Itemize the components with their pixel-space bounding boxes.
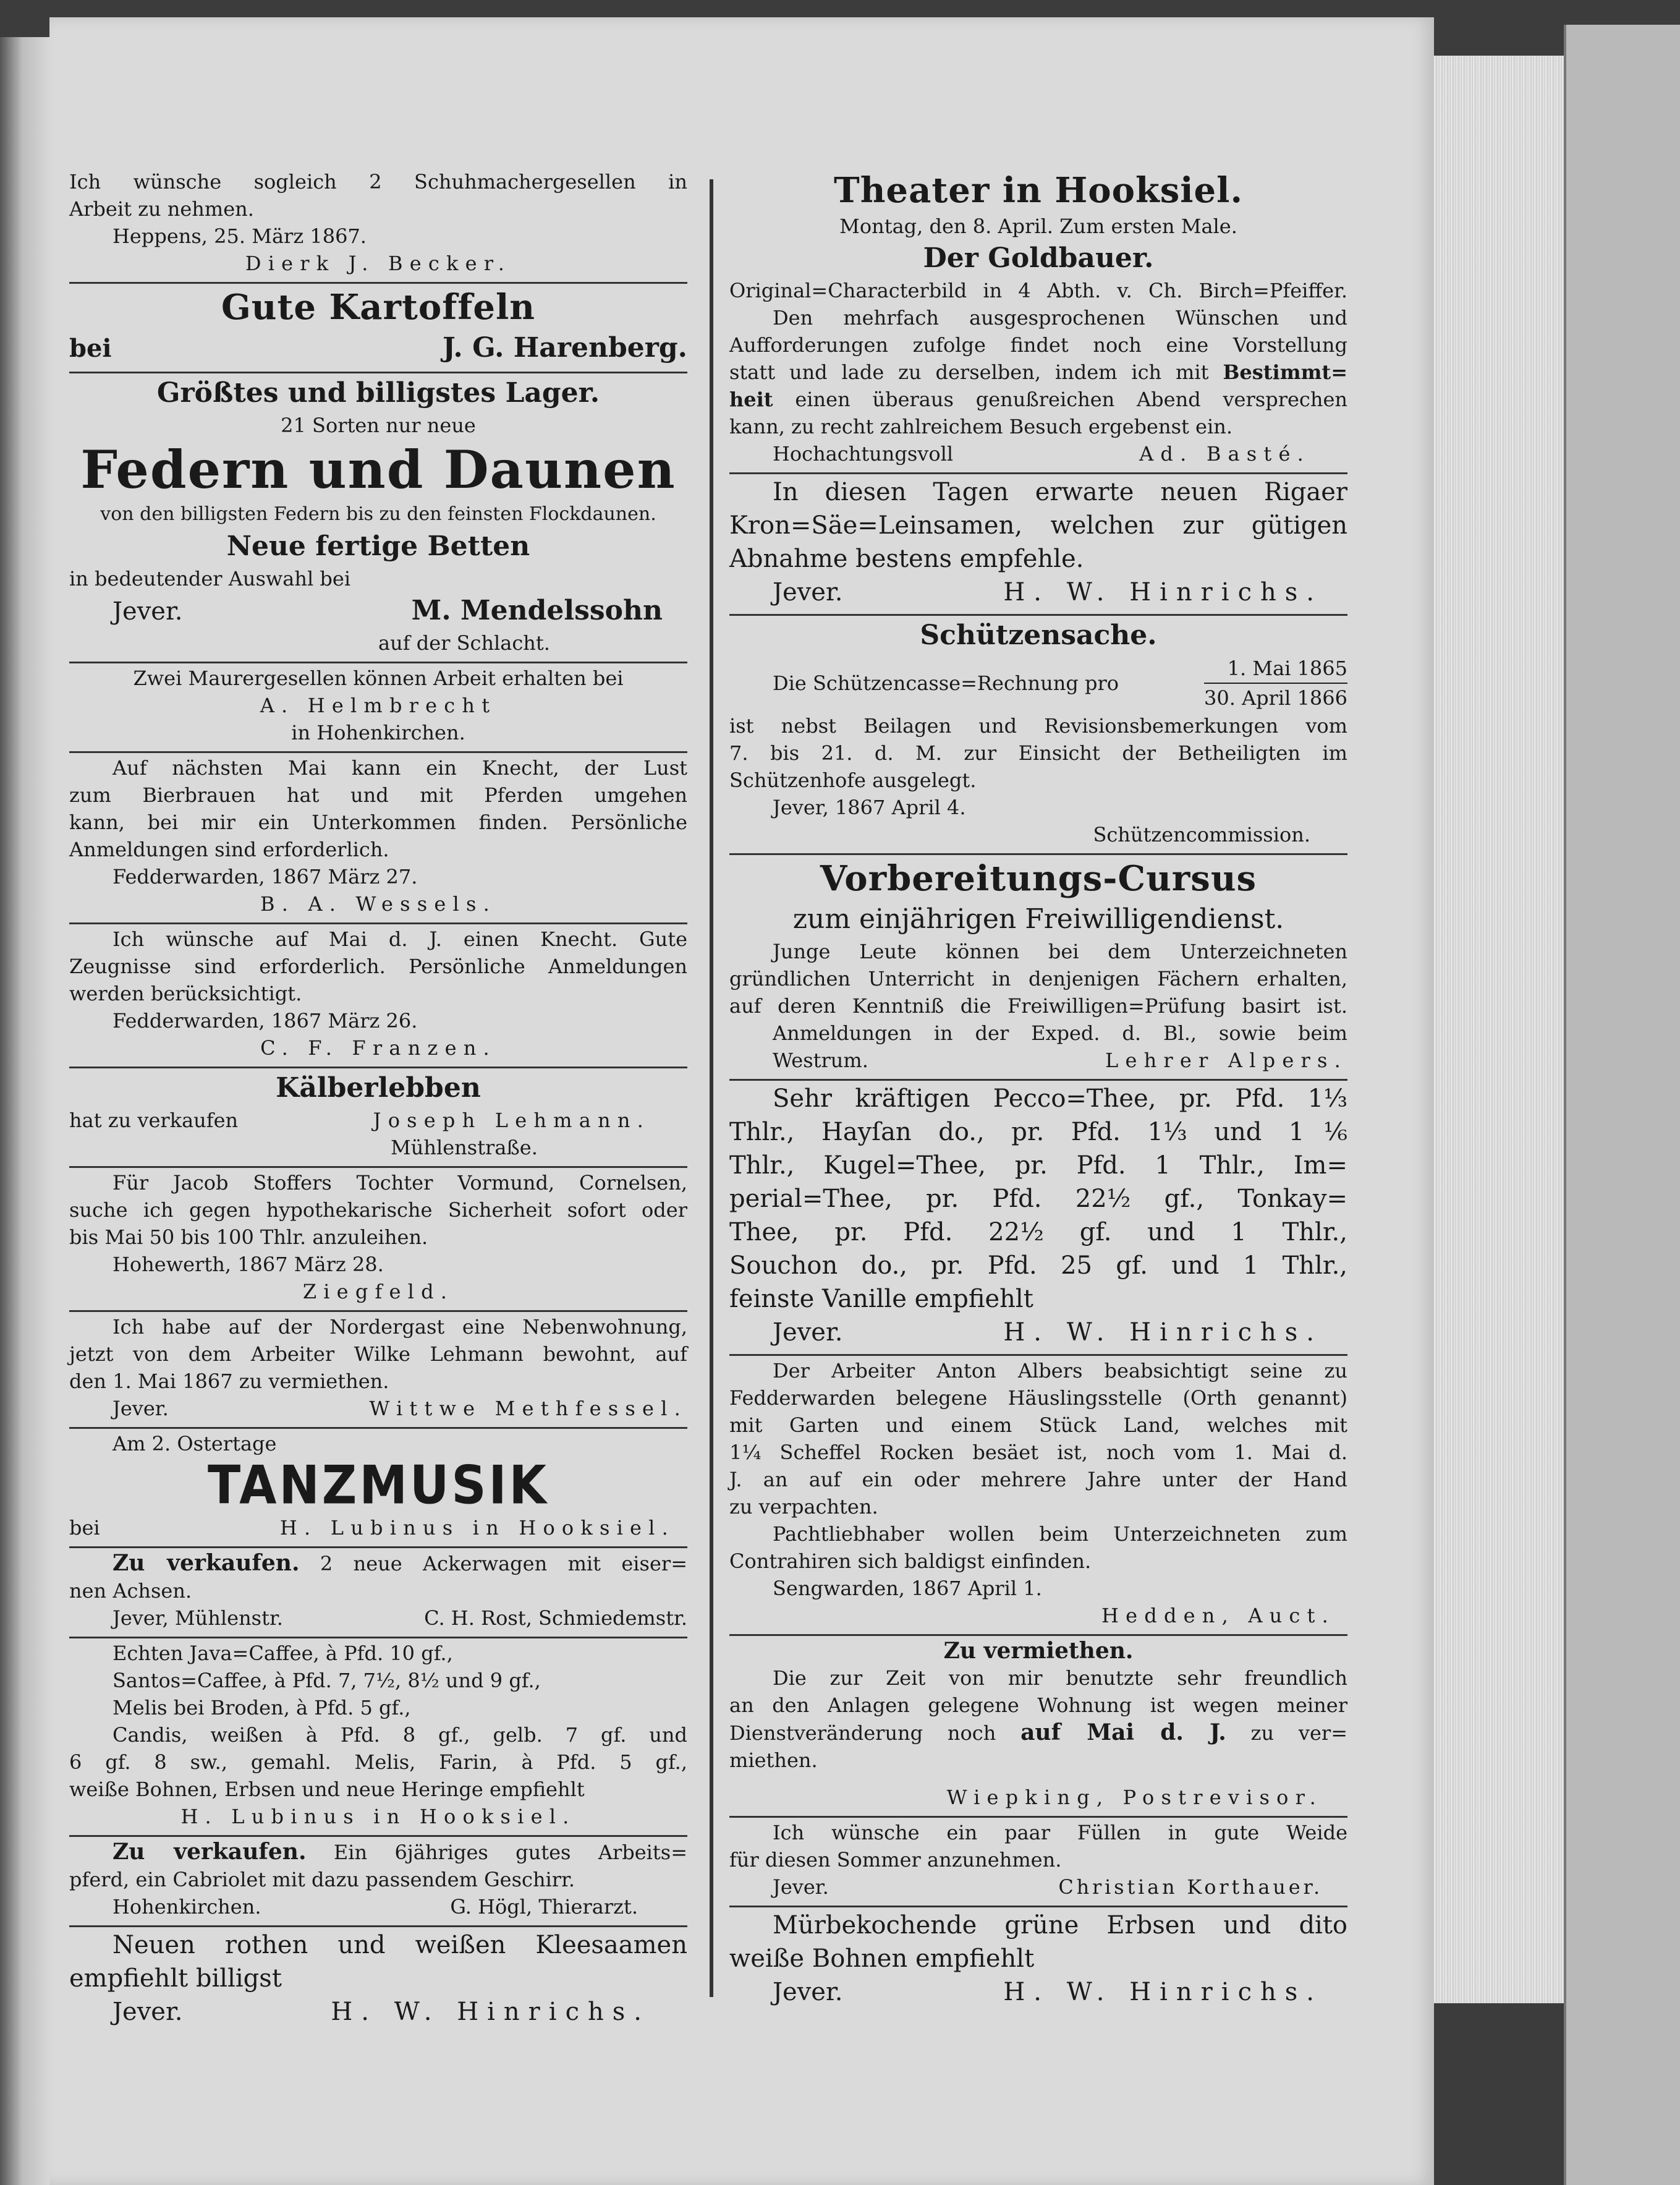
ad-signature: H. W. Hinrichs. [1003,578,1323,607]
ad-signature: Ziegfeld. [302,1280,454,1303]
ad-place-date: Sengwarden, 1867 April 1. [773,1577,1042,1600]
ad-heading: Zu verkaufen. [112,1839,307,1865]
ad-text: Ein 6jähriges gutes Arbeits= [333,1841,688,1864]
book-page-edges [1434,56,1564,2003]
ad-place: Jever. [112,1998,183,2026]
ad-text: J. an auf ein oder mehrere Jahre unter der Hand [729,1468,1347,1491]
book-cover-board [1564,25,1680,2185]
ad-signature: H. Lubinus in Hooksiel. [180,1805,576,1828]
ad-place: Jever. [773,1978,843,2006]
ad-place: Jever. [112,597,183,626]
ad-haeuslingsstelle [729,1356,1347,1636]
ad-knecht-bierbrauen [69,753,687,924]
ad-title: Zu vermiethen. [943,1638,1134,1664]
ad-text: 2 neue Ackerwagen mit eiser= [320,1552,687,1575]
ad-text: an den Anlagen gelegene Wohnung ist wegen meiner [729,1693,1347,1717]
ad-place: in Hohenkirchen. [291,721,465,744]
ad-place-date: Fedderwarden, 1867 März 26. [112,1009,418,1033]
ad-place: Hohenkirchen. [112,1895,261,1919]
ad-signature: G. Högl, Thierarzt. [450,1895,638,1919]
ad-text: weiße Bohnen, Erbsen und neue Heringe empfiehlt [69,1778,585,1801]
ad-text: feinste Vanille empfiehlt [729,1285,1033,1313]
accounting-period [1204,654,1347,712]
ad-text: Thlr., Kugel=Thee, pr. Pfd. 1 Thlr., Im= [729,1151,1347,1180]
ad-zu-vermiethen [729,1636,1347,1818]
ad-text: 21 Sorten nur neue [281,414,476,437]
ad-text: bis Mai 50 bis 100 Thlr. anzuleihen. [69,1225,428,1249]
ad-place: Jever. [112,1397,169,1420]
ad-tanzmusik [69,1429,687,1548]
ad-text: bei [69,334,112,363]
ad-vorbereitungscursus [729,855,1347,1081]
ad-text: von den billigsten Federn bis zu den feinsten Flockdaunen. [100,503,656,525]
ad-place-date: Hohewerth, 1867 März 28. [112,1253,384,1276]
ad-signature: A. Helmbrecht [260,694,497,717]
ad-text: Echten Java=Caffee, à Pfd. 10 gf., [112,1642,453,1665]
ad-schuhmacher [69,167,687,284]
adjacent-page-edge [0,37,49,2185]
ad-text: ist nebst Beilagen und Revisionsbemerkungen vom [729,714,1347,738]
ad-text: Anmeldungen in der Exped. d. Bl., sowie beim [773,1021,1347,1045]
ad-text: suche ich gegen hypothekarische Sicherheit sofort oder [69,1198,687,1222]
ad-kleesaamen [69,1927,687,2034]
ad-text: Candis, weißen à Pfd. 8 gf., gelb. 7 gf. und [112,1723,687,1747]
ad-text: hat zu verkaufen [69,1109,239,1132]
ad-title: Theater in Hooksiel. [834,170,1243,211]
ad-signature: B. A. Wessels. [260,892,496,916]
ad-signature: Lehrer Alpers. [1105,1049,1347,1072]
ad-vormund [69,1168,687,1312]
period-end: 30. April 1866 [1203,686,1347,710]
ad-signature: Dierk J. Becker. [245,252,512,275]
ad-place: Westrum. [773,1049,868,1072]
ad-place: Jever. [773,1875,829,1899]
ad-text: Fedderwarden belegene Häuslingsstelle (Orth genannt) [729,1386,1347,1410]
ad-place-date: Jever, 1867 April 4. [773,796,966,819]
ad-text: zum Bierbrauen hat und mit Pferden umgehen [69,783,687,807]
ad-text: Auf nächsten Mai kann ein Knecht, der Lust [112,756,687,780]
ad-text: einen überaus genußreichen Abend versprechen [795,388,1348,411]
ad-text: jetzt von dem Arbeiter Wilke Lehmann bewohnt, auf [69,1342,687,1366]
ad-text: zu ver= [1250,1721,1348,1745]
ad-knecht-zeugnisse [69,924,687,1068]
ad-signature: Joseph Lehmann. [373,1109,650,1132]
ad-text: Junge Leute können bei dem Unterzeichneten [773,940,1347,963]
ad-theater [729,167,1347,474]
right-column [729,167,1347,2014]
ad-text: statt und lade zu derselben, indem ich mit [729,360,1209,384]
ad-signature: Hedden, Auct. [1101,1604,1335,1627]
ad-text: perial=Thee, pr. Pfd. 22½ gf., Tonkay= [729,1185,1347,1213]
ad-place: Jever. [773,578,843,607]
ad-text: Mürbekochende grüne Erbsen und dito [773,1911,1347,1940]
ad-title: Der Goldbauer. [923,242,1154,274]
ad-federn [69,373,687,663]
ad-text: miethen. [729,1748,818,1772]
ad-place-date: Heppens, 25. März 1867. [112,224,367,248]
ad-text: mit Garten und einem Stück Land, welches mit [729,1413,1347,1437]
ad-text: Am 2. Ostertage [112,1432,277,1455]
ad-text: Anmeldungen sind erforderlich. [69,838,389,861]
ad-title: Gute Kartoffeln [221,287,535,328]
ad-greeting: Hochachtungsvoll [773,442,954,466]
column-divider [710,179,713,1997]
ad-text: weiße Bohnen empfiehlt [729,1944,1035,1973]
ad-text: Ich habe auf der Nordergast eine Nebenwohnung, [112,1315,687,1339]
ad-title: Neue fertige Betten [226,530,530,562]
ad-text: Die Schützencasse=Rechnung pro [773,671,1119,695]
ad-text: Zeugnisse sind erforderlich. Persönliche Anmeldungen [69,955,687,978]
ad-signature: H. W. Hinrichs. [1003,1318,1323,1347]
ad-text: Original=Characterbild in 4 Abth. v. Ch. Birch=Pfeiffer. [729,279,1347,302]
ad-text: für diesen Sommer anzunehmen. [729,1848,1062,1872]
ad-text: Melis bei Broden, à Pfd. 5 gf., [112,1696,411,1719]
ad-text: Thlr., Hayſan do., pr. Pfd. 1⅓ und 1⅙ [729,1118,1347,1146]
ad-signature: H. Lubinus in Hooksiel. [279,1516,675,1540]
ad-title: Schützensache. [920,620,1157,651]
ad-signature: Ad. Basté. [1139,442,1310,466]
ad-text: Aufforderungen zufolge findet noch eine Vorstellung [729,333,1347,357]
ad-text: empfiehlt billigst [69,1964,282,1993]
ad-text-bold: heit [729,388,773,411]
ad-text: Ich wünsche auf Mai d. J. einen Knecht. Gute [112,927,687,951]
ad-kaelberlebben [69,1068,687,1168]
ad-kartoffeln [69,284,687,373]
ad-text-bold: auf Mai d. J. [1020,1719,1226,1745]
ad-text: 6 gf. 8 sw., gemahl. Melis, Farin, à Pfd. 5 gf., [69,1750,687,1774]
ad-signature: H. W. Hinrichs. [331,1998,650,2026]
ad-arbeitspferd [69,1837,687,1927]
ad-text: Die zur Zeit von mir benutzte sehr freundlich [773,1666,1347,1690]
ad-text: Arbeit zu nehmen. [69,197,254,221]
ad-text: in bedeutender Auswahl bei [69,567,351,590]
ad-text: Santos=Caffee, à Pfd. 7, 7½, 8½ und 9 gf., [112,1669,541,1692]
ad-title: Vorbereitungs-Cursus [820,858,1257,899]
ad-text: Dienstveränderung noch [729,1721,996,1745]
ad-erbsen [729,1907,1347,2014]
ad-address: Mühlenstraße. [391,1136,538,1159]
ad-schuetzensache [729,616,1347,855]
ad-text: gründlichen Unterricht in denjenigen Fächern erhalten, [729,967,1347,990]
ad-maurergesellen [69,663,687,753]
ad-text-bold: Bestimmt= [1223,360,1348,384]
ad-place-date: Fedderwarden, 1867 März 27. [112,865,418,888]
ad-colonialwaren [69,1638,687,1837]
ad-thee [729,1081,1347,1356]
ad-text: Sehr kräftigen Pecco=Thee, pr. Pfd. 1⅓ [773,1084,1347,1113]
ad-text: Den mehrfach ausgesprochenen Wünschen und [773,306,1347,330]
ad-text: Souchon do., pr. Pfd. 25 gf. und 1 Thlr., [729,1251,1347,1280]
ad-text: Zwei Maurergesellen können Arbeit erhalten bei [133,667,624,690]
ad-text: nen Achsen. [69,1579,192,1603]
ad-text: pferd, ein Cabriolet mit dazu passendem Geschirr. [69,1868,575,1891]
ad-text: Contrahiren sich baldigst einfinden. [729,1549,1092,1573]
ad-headline: TANZMUSIK [208,1455,549,1517]
ad-text: Thee, pr. Pfd. 22½ gf. und 1 Thlr., [729,1218,1347,1246]
ad-nebenwohnung [69,1312,687,1429]
ad-signature: C. H. Rost, Schmiedemstr. [424,1606,687,1630]
ad-text: zu verpachten. [729,1495,878,1518]
ad-text: Neuen rothen und weißen Kleesaamen [112,1931,687,1959]
ad-text: Abnahme bestens empfehle. [729,545,1084,573]
ad-headline: Federn und Daunen [80,439,676,500]
ad-signature: H. W. Hinrichs. [1003,1978,1323,2006]
ad-text: Kron=Säe=Leinsamen, welchen zur gütigen [729,511,1347,540]
ad-text: Schützenhofe ausgelegt. [729,769,977,792]
ad-signature: Christian Korthauer. [1058,1875,1323,1899]
period-start: 1. Mai 1865 [1204,654,1347,684]
ad-title: Größtes und billigstes Lager. [156,377,600,409]
ad-text: 1¼ Scheffel Rocken besäet ist, noch vom 1. Mai d. [729,1441,1347,1464]
ad-text: kann, zu recht zahlreichem Besuch ergebenst ein. [729,415,1232,438]
ad-signature: Schützencommission. [1093,823,1310,846]
ad-text: Ich wünsche sogleich 2 Schuhmachergesellen in [69,170,687,194]
ad-text: auf deren Kenntniß die Freiwilligen=Prüfung basirt ist. [729,994,1347,1018]
ad-text: Pachtliebhaber wollen beim Unterzeichneten zum [773,1522,1347,1546]
ad-ackerwagen [69,1548,687,1638]
ad-signature: J. G. Harenberg. [443,332,687,364]
ad-signature: Wiepking, Postrevisor. [946,1786,1323,1809]
ad-signature: C. F. Franzen. [260,1036,496,1060]
ad-place: Jever, Mühlenstr. [112,1606,283,1630]
ad-text: In diesen Tagen erwarte neuen Rigaer [773,478,1347,506]
left-column [69,167,687,2034]
ad-text: Der Arbeiter Anton Albers beabsichtigt seine zu [773,1359,1347,1382]
ad-signature: M. Mendelssohn [411,595,663,626]
ad-leinsamen [729,474,1347,616]
ad-address: auf der Schlacht. [378,631,550,655]
ad-text: Für Jacob Stoffers Tochter Vormund, Cornelsen, [112,1171,687,1195]
ad-text: bei [69,1516,100,1540]
ad-subtitle: zum einjährigen Freiwilligendienst. [792,903,1284,935]
ad-text: Ich wünsche ein paar Füllen in gute Weide [773,1821,1347,1844]
ad-fuellen [729,1818,1347,1907]
ad-heading: Zu verkaufen. [112,1550,300,1576]
ad-text: werden berücksichtigt. [69,982,302,1005]
ad-text: den 1. Mai 1867 zu vermiethen. [69,1369,389,1393]
ad-text: kann, bei mir ein Unterkommen finden. Persönliche [69,811,687,834]
ad-place: Jever. [773,1318,843,1347]
ad-signature: Wittwe Methfessel. [369,1397,687,1420]
ad-title: Kälberlebben [276,1072,481,1104]
ad-text: Montag, den 8. April. Zum ersten Male. [839,215,1237,238]
ad-text: 7. bis 21. d. M. zur Einsicht der Betheiligten im [729,741,1347,765]
